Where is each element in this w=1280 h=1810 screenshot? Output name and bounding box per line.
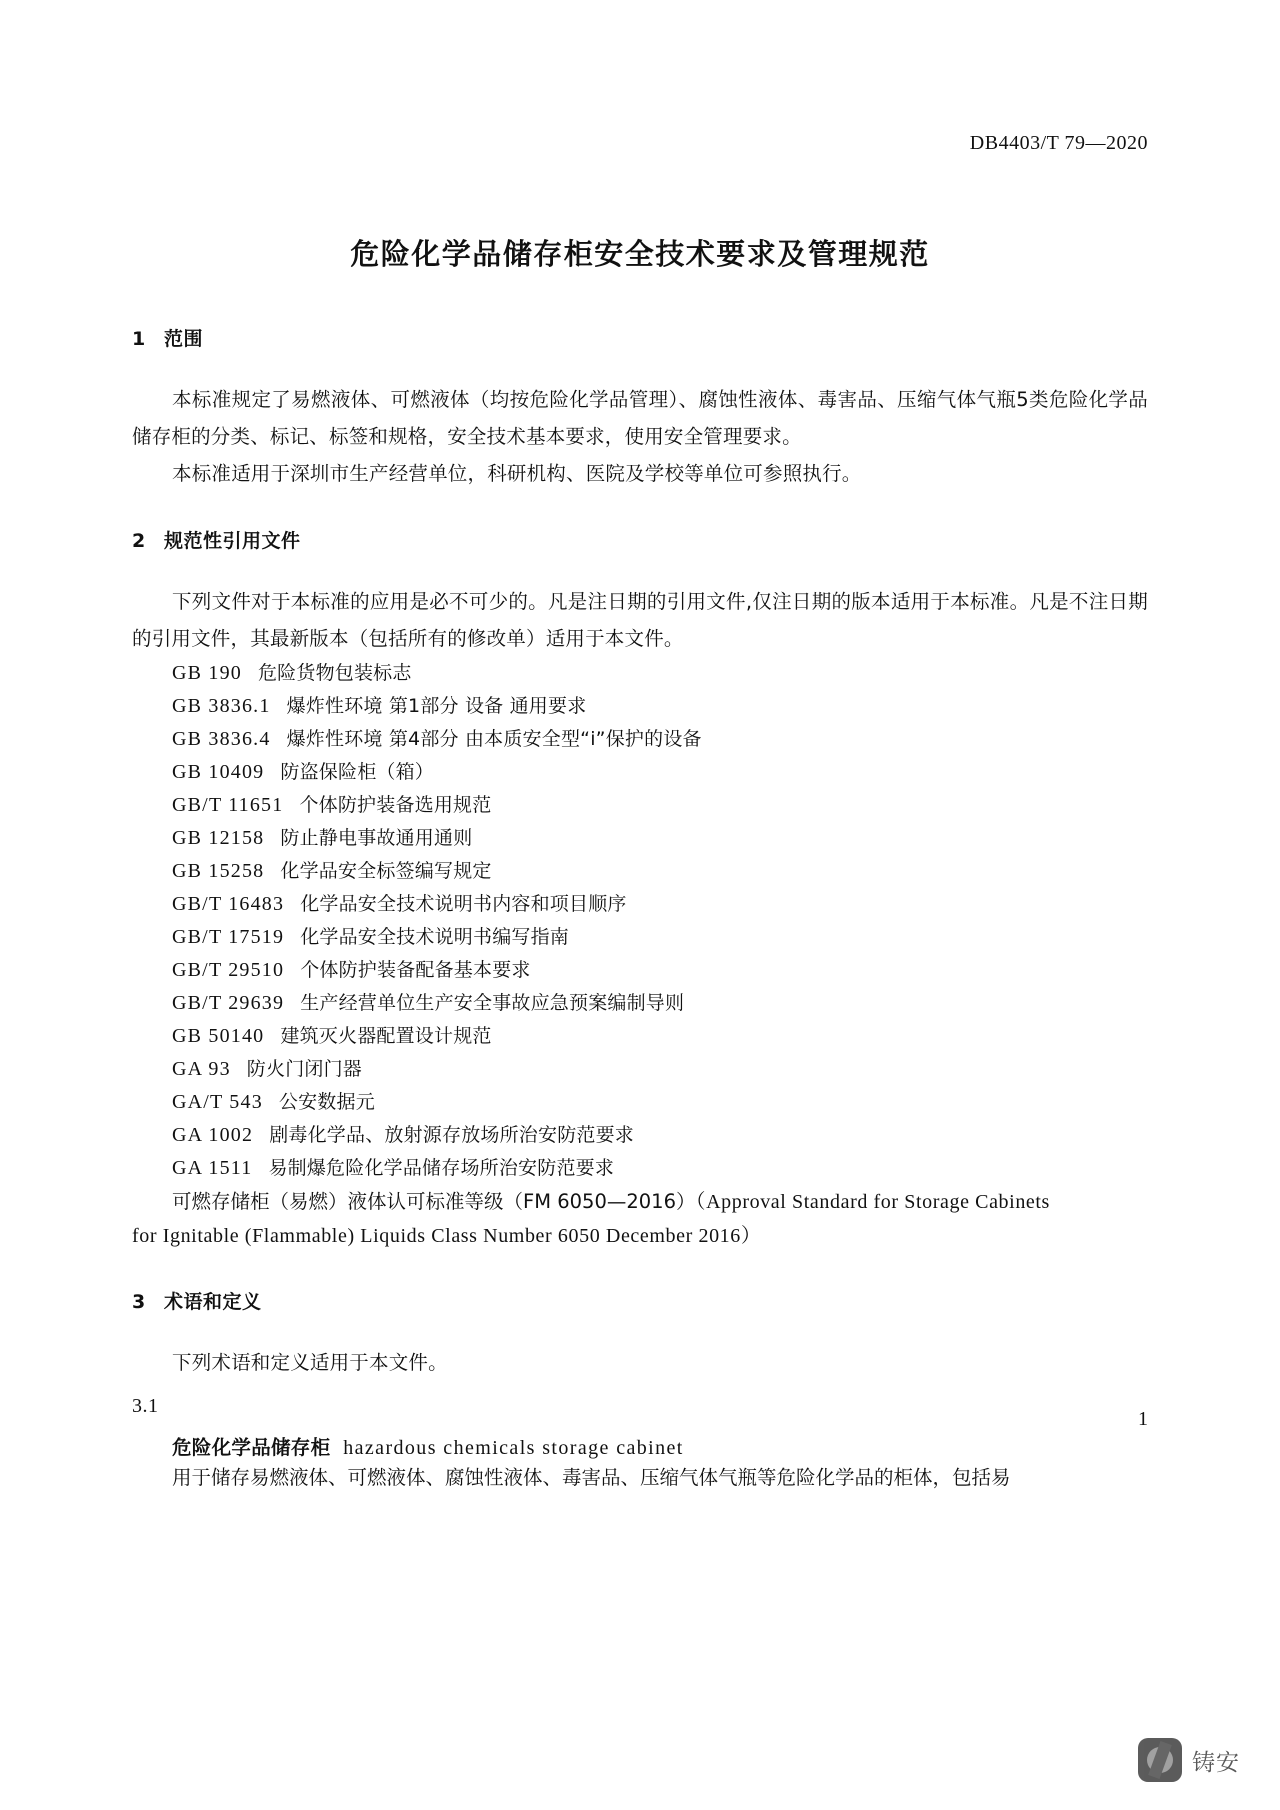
reference-code: GA 1002 [172, 1124, 254, 1146]
reference-name: 公安数据元 [278, 1091, 375, 1113]
list-item [132, 723, 1148, 756]
reference-name: 化学品安全技术说明书编写指南 [300, 926, 570, 948]
reference-code: GB/T 29639 [172, 992, 285, 1014]
section-heading-scope [132, 324, 1148, 351]
section-number-3: 3 [132, 1291, 146, 1313]
section-title-2: 规范性引用文件 [164, 530, 301, 552]
reference-code: GB 3836.4 [172, 728, 271, 750]
list-item [132, 921, 1148, 954]
section-number-2: 2 [132, 530, 146, 552]
list-item [132, 657, 1148, 690]
watermark [1138, 1738, 1240, 1782]
reference-name: 生产经营单位生产安全事故应急预案编制导则 [300, 992, 685, 1014]
list-item [132, 789, 1148, 822]
list-item [132, 888, 1148, 921]
reference-code: GB 12158 [172, 827, 265, 849]
reference-code: GA 93 [172, 1058, 231, 1080]
reference-name: 防止静电事故通用通则 [280, 827, 473, 849]
scope-paragraph-2: 本标准适用于深圳市生产经营单位，科研机构、医院及学校等单位可参照执行。 [172, 462, 862, 485]
section-heading-terms [132, 1287, 1148, 1314]
extra-reference-en: （Approval Standard for Storage Cabinets [695, 1191, 1050, 1213]
reference-code: GB/T 17519 [172, 926, 285, 948]
reference-name: 剧毒化学品、放射源存放场所治安防范要求 [269, 1124, 634, 1146]
reference-code: GA/T 543 [172, 1091, 263, 1113]
section-title-3: 术语和定义 [164, 1291, 262, 1313]
reference-code: GB 15258 [172, 860, 265, 882]
reference-name: 建筑灭火器配置设计规范 [280, 1025, 492, 1047]
term-number-3-1: 3.1 [132, 1395, 159, 1417]
reference-code: GB/T 29510 [172, 959, 285, 981]
list-item [132, 1020, 1148, 1053]
reference-code: GB/T 11651 [172, 794, 284, 816]
reference-name: 防盗保险柜（箱） [280, 761, 434, 783]
reference-name: 化学品安全标签编写规定 [280, 860, 492, 882]
reference-name: 个体防护装备配备基本要求 [300, 959, 531, 981]
list-item [132, 1152, 1148, 1185]
section-title-1: 范围 [164, 328, 204, 350]
list-item [132, 1119, 1148, 1152]
section-heading-normative-references [132, 526, 1148, 553]
term-heading-3-1 [132, 1432, 1148, 1460]
reference-code: GA 1511 [172, 1157, 253, 1179]
section-number-1: 1 [132, 328, 146, 350]
normative-reference-list [132, 657, 1148, 1185]
scope-paragraph-1: 本标准规定了易燃液体、可燃液体（均按危险化学品管理）、腐蚀性液体、毒害品、压缩气体气瓶5类危险化学品储存柜的分类、标记、标签和规格，安全技术基本要求，使用安全管理要求。 [132, 388, 1148, 448]
reference-name: 爆炸性环境 第4部分 由本质安全型“i”保护的设备 [286, 728, 702, 750]
page-number: 1 [1138, 1408, 1148, 1430]
term-cn: 危险化学品储存柜 [172, 1436, 331, 1459]
extra-reference-line-2: for Ignitable (Flammable) Liquids Class Number 6050 December 2016） [132, 1225, 762, 1247]
reference-code: GB 190 [172, 662, 242, 684]
page-title: 危险化学品储存柜安全技术要求及管理规范 [350, 237, 930, 271]
list-item [132, 1086, 1148, 1119]
watermark-label: 铸安 [1192, 1749, 1240, 1776]
list-item [132, 954, 1148, 987]
reference-name: 化学品安全技术说明书内容和项目顺序 [300, 893, 627, 915]
reference-code: GB 10409 [172, 761, 265, 783]
term-definition-3-1: 用于储存易燃液体、可燃液体、腐蚀性液体、毒害品、压缩气体气瓶等危险化学品的柜体，包括易 [172, 1466, 1011, 1489]
reference-name: 个体防护装备选用规范 [299, 794, 492, 816]
list-item [132, 987, 1148, 1020]
reference-name: 危险货物包装标志 [257, 662, 412, 684]
reference-code: GB 50140 [172, 1025, 265, 1047]
reference-name: 防火门闭门器 [246, 1058, 362, 1080]
reference-name: 易制爆危险化学品储存场所治安防范要求 [268, 1157, 615, 1179]
list-item [132, 756, 1148, 789]
reference-code: GB 3836.1 [172, 695, 271, 717]
list-item [132, 1053, 1148, 1086]
reference-code: GB/T 16483 [172, 893, 285, 915]
document-body [132, 324, 1148, 1495]
normative-references-intro: 下列文件对于本标准的应用是必不可少的。凡是注日期的引用文件,仅注日期的版本适用于本标准。凡是不注日期的引用文件，其最新版本（包括所有的修改单）适用于本文件。 [132, 590, 1148, 650]
terms-intro: 下列术语和定义适用于本文件。 [172, 1351, 448, 1374]
reference-name: 爆炸性环境 第1部分 设备 通用要求 [286, 695, 587, 717]
standard-code-header: DB4403/T 79—2020 [969, 132, 1148, 154]
term-en: hazardous chemicals storage cabinet [343, 1437, 684, 1459]
list-item [132, 855, 1148, 888]
extra-reference-line-1 [132, 1185, 1148, 1219]
list-item [132, 822, 1148, 855]
watermark-logo-icon [1138, 1738, 1182, 1782]
extra-reference-cn: 可燃存储柜（易燃）液体认可标准等级（FM 6050—2016） [172, 1190, 696, 1213]
list-item [132, 690, 1148, 723]
